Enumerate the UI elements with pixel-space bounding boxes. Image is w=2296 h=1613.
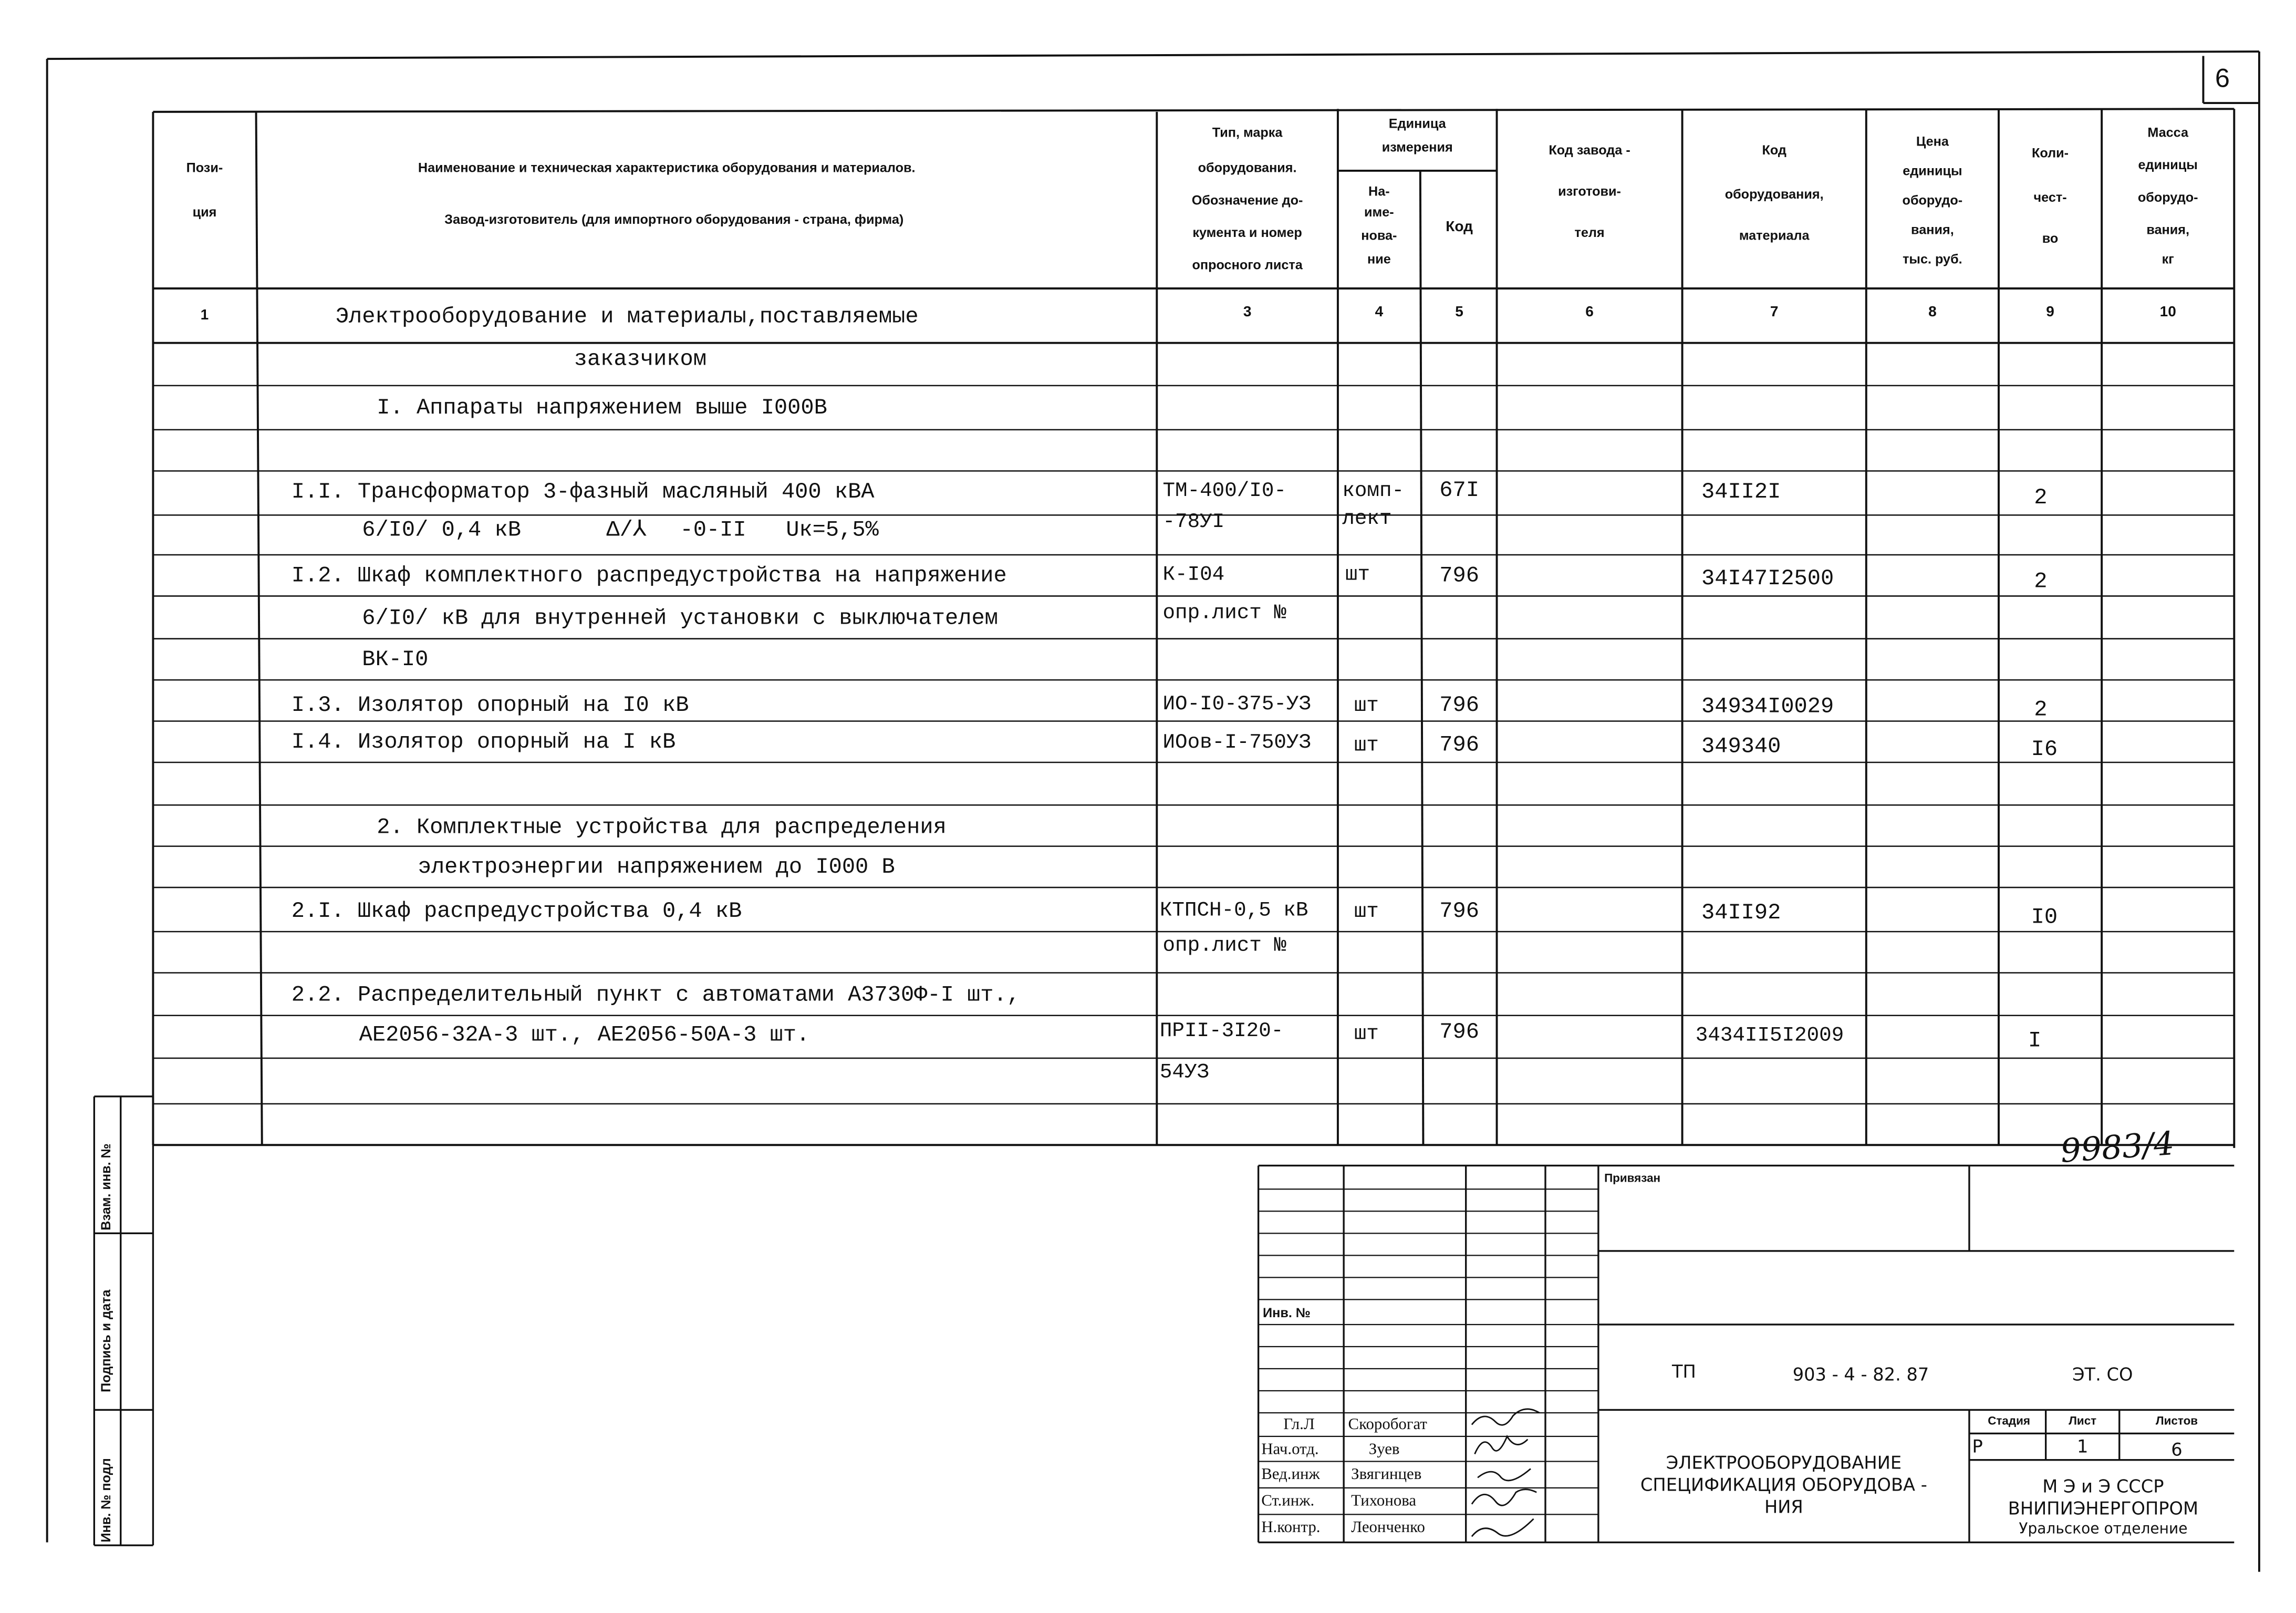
row-1-3-name: I.3. Изолятор опорный на I0 кВ — [291, 693, 689, 718]
stamp-sheets-label: Листов — [2155, 1414, 2198, 1428]
header-factory-1: Код завода - — [1549, 142, 1630, 158]
row-1-3-type: ИО-I0-375-УЗ — [1162, 693, 1312, 717]
header-unit-name-3: нова- — [1361, 228, 1397, 243]
row-1-1-type-a: ТМ-400/I0- — [1162, 480, 1286, 503]
header-code-3: материала — [1739, 228, 1810, 243]
stamp-inv-no: Инв. № — [1263, 1305, 1311, 1320]
row-1-2-type-a: К-I04 — [1162, 563, 1225, 587]
colnum-3: 3 — [1243, 304, 1252, 321]
row-1-4-type: ИОов-I-750УЗ — [1162, 731, 1312, 755]
header-qty-3: во — [2042, 231, 2059, 246]
side-label-replace: Взам. инв. № — [98, 1143, 113, 1231]
row-1-2-type-b: опр.лист № — [1162, 602, 1286, 626]
page-number: 6 — [2215, 63, 2230, 93]
header-price-4: вания, — [1911, 222, 1954, 237]
stamp-title-1: ЭЛЕКТРООБОРУДОВАНИЕ — [1666, 1452, 1902, 1473]
header-unit-code: Код — [1446, 219, 1473, 236]
stamp-stage: Р — [1972, 1436, 1983, 1457]
row-1-2-name-3: ВК-I0 — [362, 647, 429, 673]
name-4: Тихонова — [1351, 1492, 1417, 1510]
header-type-5: опросного листа — [1192, 257, 1303, 273]
stamp-doc-number: 903 - 4 - 82. 87 — [1792, 1364, 1929, 1385]
header-mass-4: вания, — [2146, 222, 2190, 237]
row-2-2-type-a: ПРII-3I20- — [1159, 1020, 1284, 1043]
header-unit-name-1: На- — [1368, 184, 1390, 199]
stamp-org-3: Уральское отделение — [2019, 1522, 2188, 1538]
stamp-sheets: 6 — [2171, 1439, 2183, 1460]
header-name-1: Наименование и техническая характеристика оборудования и материалов. — [418, 160, 916, 175]
row-1-1-group: -0-II — [680, 518, 746, 543]
row-1-1-unit-code: 67I — [1439, 478, 1479, 503]
handwritten-reference: 9983/4 — [2059, 1126, 2176, 1171]
header-type-4: кумента и номер — [1192, 225, 1302, 240]
stamp-privyazan: Привязан — [1604, 1171, 1661, 1185]
header-code-1: Код — [1762, 142, 1786, 158]
colnum-10: 10 — [2159, 304, 2176, 321]
role-3: Вед.инж — [1261, 1465, 1320, 1484]
row-2-2-code: 3434II5I2009 — [1695, 1024, 1844, 1048]
role-1: Гл.Л — [1283, 1415, 1315, 1434]
colnum-1: 1 — [200, 307, 209, 324]
stamp-stage-label: Стадия — [1988, 1414, 2030, 1428]
row-1-1-type-b: -78УI — [1162, 510, 1225, 534]
row-1-2-unit: шт — [1345, 563, 1370, 587]
header-type-1: Тип, марка — [1212, 125, 1283, 140]
header-price-3: оборудо- — [1902, 192, 1963, 208]
name-5: Леонченко — [1351, 1518, 1425, 1537]
stamp-sheet: 1 — [2076, 1436, 2089, 1457]
row-2-1-qty: I0 — [2031, 905, 2058, 930]
name-1: Скоробогат — [1348, 1415, 1427, 1434]
row-1-1-uk: Uк=5,5% — [786, 518, 879, 543]
colnum-6: 6 — [1585, 304, 1594, 321]
header-pos-1: Пози- — [186, 160, 223, 175]
header-type-3: Обозначение до- — [1191, 192, 1303, 208]
role-2: Нач.отд. — [1261, 1441, 1319, 1459]
header-pos-2: ция — [192, 204, 217, 220]
header-unit-name-4: ние — [1367, 251, 1391, 266]
row-1-3-code: 349З4I0029 — [1701, 695, 1834, 720]
stamp-org-1: М Э и Э СССР — [2042, 1476, 2164, 1497]
stamp-sheet-label: Лист — [2069, 1414, 2097, 1428]
stamp-title-2: СПЕЦИФИКАЦИЯ ОБОРУДОВА - — [1640, 1474, 1927, 1495]
colnum-9: 9 — [2046, 304, 2054, 321]
row-2-1-unit: шт — [1354, 901, 1379, 925]
row-1-1-unit-b: лект — [1342, 508, 1392, 532]
row-2-1-type-a: КТПСН-0,5 кВ — [1159, 899, 1308, 923]
colnum-5: 5 — [1455, 304, 1463, 321]
header-factory-3: теля — [1574, 225, 1605, 240]
row-2-1-code: 34II92 — [1701, 901, 1781, 926]
header-mass-2: единицы — [2138, 157, 2198, 172]
header-unit-name-2: име- — [1364, 204, 1394, 220]
row-1-2-name-2: 6/I0/ кВ для внутренней установки с выключателем — [362, 606, 998, 632]
row-2-2-unit: шт — [1354, 1022, 1379, 1047]
header-unit-1: Единица — [1388, 116, 1446, 131]
stamp-doc-code: ТП — [1671, 1361, 1696, 1382]
header-price-2: единицы — [1903, 163, 1962, 178]
row-1-4-code: 349340 — [1701, 734, 1781, 760]
row-1-2-qty: 2 — [2034, 570, 2048, 595]
row-2-2-qty: I — [2028, 1028, 2042, 1054]
row-1-1-unit-a: комп- — [1342, 480, 1405, 503]
table-title-2: заказчиком — [574, 347, 707, 373]
name-2: Зуев — [1368, 1441, 1400, 1459]
row-1-4-qty: I6 — [2031, 737, 2058, 762]
row-2-1-name: 2.I. Шкаф распредустройства 0,4 кВ — [291, 899, 742, 925]
role-5: Н.контр. — [1261, 1518, 1321, 1537]
row-2-2-type-b: 54УЗ — [1159, 1061, 1210, 1085]
row-1-3-unit: шт — [1354, 695, 1379, 718]
stamp-org-2: ВНИПИЭНЕРГОПРОМ — [2008, 1498, 2199, 1519]
row-2-2-name-2: АЕ2056-32А-3 шт., АЕ2056-50А-3 шт. — [359, 1022, 810, 1048]
header-mass-1: Масса — [2147, 125, 2189, 140]
section-2-title-1: 2. Комплектные устройства для распределения — [377, 815, 947, 841]
header-price-1: Цена — [1916, 133, 1949, 149]
row-1-2-code: 34I47I2500 — [1701, 566, 1834, 592]
row-2-1-type-b: опр.лист № — [1162, 934, 1286, 958]
header-price-5: тыс. руб. — [1903, 251, 1962, 266]
row-1-1-qty: 2 — [2034, 485, 2048, 511]
row-1-4-unit: шт — [1354, 734, 1379, 758]
header-mass-5: кг — [2162, 251, 2174, 266]
section-2-title-2: электроэнергии напряжением до I000 В — [418, 855, 895, 881]
signature-scribbles — [1472, 1409, 1540, 1536]
side-label-signature: Подпись и дата — [98, 1289, 113, 1392]
section-1-title: I. Аппараты напряжением выше I000В — [377, 396, 827, 421]
row-2-1-unit-code: 796 — [1439, 899, 1479, 925]
header-type-2: оборудования. — [1198, 160, 1297, 175]
stamp-title-3: НИЯ — [1764, 1496, 1803, 1517]
colnum-8: 8 — [1928, 304, 1937, 321]
row-1-1-connection: Δ/⅄ — [606, 518, 647, 543]
row-2-2-unit-code: 796 — [1439, 1020, 1479, 1045]
stamp-doc-suffix: ЭТ. СО — [2072, 1364, 2133, 1385]
role-4: Ст.инж. — [1261, 1492, 1315, 1510]
header-factory-2: изготови- — [1558, 184, 1621, 199]
row-1-3-unit-code: 796 — [1439, 693, 1479, 718]
row-1-4-name: I.4. Изолятор опорный на I кВ — [291, 730, 676, 755]
header-name-2: Завод-изготовитель (для импортного оборудования - страна, фирма) — [444, 212, 904, 227]
table-title-1: Электрооборудование и материалы,поставляемые — [335, 304, 919, 330]
header-qty-1: Коли- — [2031, 146, 2069, 161]
header-unit-2: измерения — [1381, 140, 1453, 155]
name-3: Звягинцев — [1351, 1465, 1422, 1484]
header-mass-3: оборудо- — [2137, 190, 2198, 205]
row-1-3-qty: 2 — [2034, 697, 2048, 723]
header-qty-2: чест- — [2033, 190, 2067, 205]
row-1-4-unit-code: 796 — [1439, 732, 1479, 758]
colnum-7: 7 — [1770, 304, 1779, 321]
side-label-inv: Инв. № подл — [98, 1458, 113, 1543]
row-1-2-unit-code: 796 — [1439, 563, 1479, 589]
header-code-2: оборудования, — [1724, 187, 1824, 202]
row-1-1-name: I.I. Трансформатор 3-фазный масляный 400 кВА — [291, 480, 875, 505]
row-1-2-name: I.2. Шкаф комплектного распредустройства на напряжение — [291, 563, 1007, 589]
row-1-1-code: 34II2I — [1701, 480, 1781, 505]
row-2-2-name: 2.2. Распределительный пункт с автоматами А3730Ф-I шт., — [291, 983, 1020, 1008]
colnum-4: 4 — [1375, 304, 1384, 321]
row-1-1-voltage: 6/I0/ 0,4 кВ — [362, 518, 521, 543]
